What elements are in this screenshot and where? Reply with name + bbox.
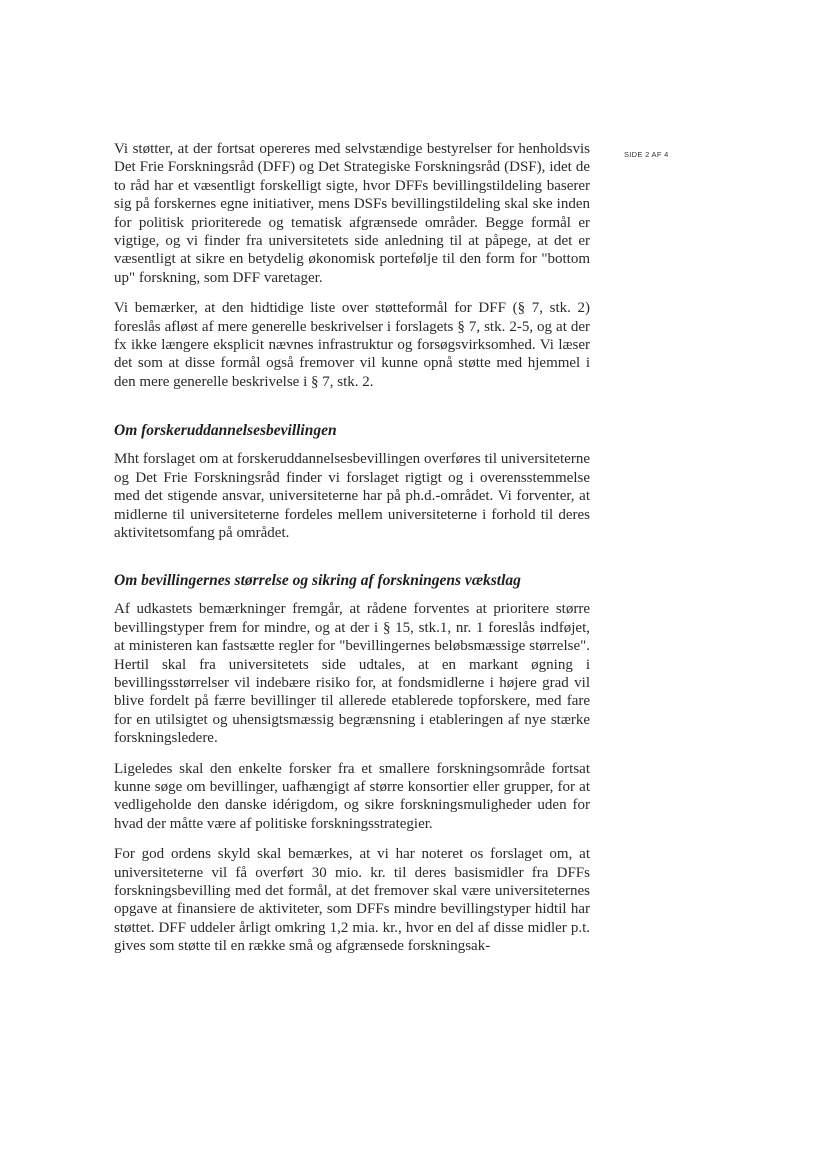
paragraph-researcher-training: Mht forslaget om at forskeruddannelsesbevillingen overføres til universiteterne og Det Frie Forskningsråd finder vi forslaget rigtigt og i overensstemmelse med det stigende ansvar, universiteterne har på ph.d.-området. Vi forventer, at midlerne til universiteterne fordeles mellem universiteterne i forhold til deres aktivitetsomfang på området. <box>114 451 590 541</box>
document-body <box>114 140 590 956</box>
section-heading: Om forskeruddannelsesbevillingen <box>114 422 337 440</box>
paragraph-basic-funds: For god ordens skyld skal bemærkes, at vi har noteret os forslaget om, at universiteterne vil få overført 30 mio. kr. til deres basismidler fra DFFs forskningsbevilling med det formål, at det fremover skal være universiteternes opgave at finansiere de aktiviteter, som DFFs mindre bevillingstyper hidtil har støttet. DFF uddeler årligt omkring 1,2 mia. kr., hvor en del af disse midler p.t. gives som støtte til en række små og afgrænsede forskningsak- <box>114 846 590 955</box>
section-heading: Om bevillingernes størrelse og sikring af forskningens vækstlag <box>114 572 521 590</box>
paragraph-support-purposes: Vi bemærker, at den hidtidige liste over støtteformål for DFF (§ 7, stk. 2) foreslås afløst af mere generelle beskrivelser i forslagets § 7, stk. 2-5, og at der fx ikke længere eksplicit nævnes infrastruktur og forsøgsvirksomhed. Vi læser det som at disse formål også fremover vil kunne opnå støtte med hjemmel i den mere generelle beskrivelse i § 7, stk. 2. <box>114 300 590 390</box>
section-grant-size <box>114 571 590 955</box>
paragraph-separate-boards: Vi støtter, at der fortsat opereres med selvstændige bestyrelser for henholdsvis Det Frie Forskningsråd (DFF) og Det Strategiske Forskningsråd (DSF), idet de to råd har et væsentligt forskelligt sigte, hvor DFFs bevillingstildeling baserer sig på forskernes egne initiativer, mens DSFs bevillingstildeling skal ske inden for politisk prioriterede og tematisk afgrænsede områder. Begge formål er vigtige, og vi finder fra universitetets side anledning til at påpege, at det er væsentligt at sikre en betydelig økonomisk portefølje til den form for "bottom up" forskning, som DFF varetager. <box>114 141 590 286</box>
paragraph-individual-researcher: Ligeledes skal den enkelte forsker fra et smallere forskningsområde fortsat kunne søge om bevillinger, uafhængigt af større konsortier eller grupper, for at vedligeholde den danske idérigdom, og sikre forskningsmuligheder uden for hvad der måtte være af politiske forskningsstrategier. <box>114 760 590 832</box>
paragraph-grant-types: Af udkastets bemærkninger fremgår, at rådene forventes at prioritere større bevillingstyper frem for mindre, og at der i § 15, stk.1, nr. 1 foreslås indføjet, at ministeren kan fastsætte regler for "bevillingernes beløbsmæssige størrelse". Hertil skal fra universitetets side udtales, at en markant øgning i bevillingsstørrelser vil indebære risiko for, at fondsmidlerne i højere grad vil blive fordelt på færre bevillinger til allerede etablerede topforskere, med fare for en utilsigtet og uhensigtsmæssig begrænsning i etableringen af nye stærke forskningsledere. <box>114 601 590 747</box>
page-number: SIDE 2 AF 4 <box>624 150 669 159</box>
section-researcher-training <box>114 421 590 542</box>
